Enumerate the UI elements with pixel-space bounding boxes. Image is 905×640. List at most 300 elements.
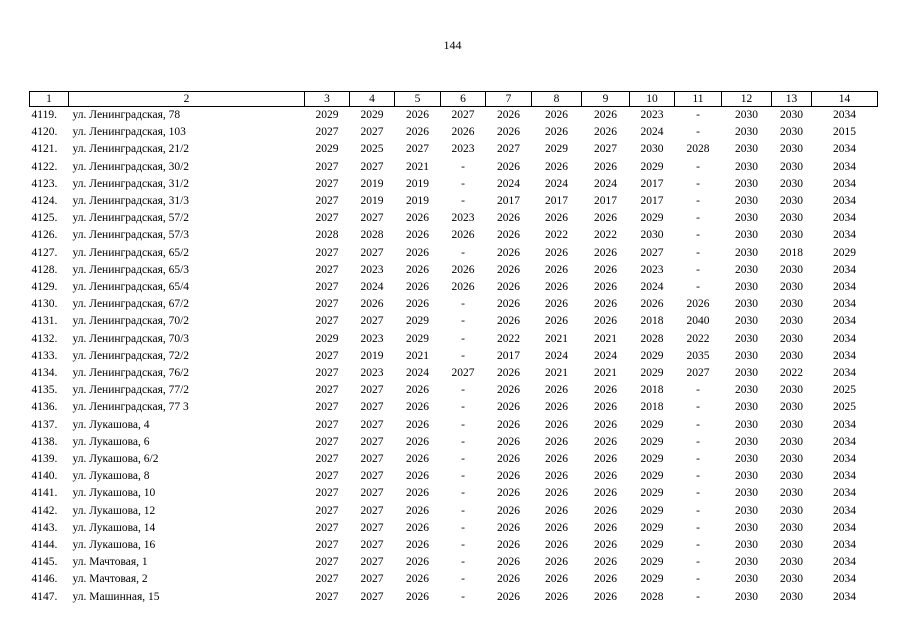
year-cell-col-7: 2022 [497,332,520,345]
year-cell-col-8: 2026 [545,521,568,534]
year-cell-col-6: 2026 [451,263,475,276]
year-cell-col-6: 2026 [451,126,475,139]
year-cell-col-12: 2030 [735,263,758,276]
year-cell-col-7: 2026 [497,263,520,276]
row-number: 4143. [31,521,58,534]
year-cell-col-8: 2026 [545,504,568,517]
year-cell-col-5: 2026 [406,401,429,414]
year-cell-col-10: 2024 [640,281,664,294]
year-cell-col-5: 2026 [406,487,429,500]
year-cell-col-10: 2029 [640,418,664,431]
year-cell-col-10: 2017 [640,177,664,190]
header-cell-9: 9 [582,92,630,107]
table-row [30,451,878,468]
year-cell-col-7: 2026 [497,246,520,259]
year-cell-col-3: 2027 [315,212,339,225]
year-cell-col-7: 2026 [497,212,520,225]
year-cell-col-13: 2018 [780,246,803,259]
header-cell-5: 5 [395,92,441,107]
year-cell-col-9: 2026 [594,126,617,139]
year-cell-col-8: 2026 [545,470,568,483]
year-cell-col-8: 2026 [545,246,568,259]
year-cell-col-10: 2027 [640,246,664,259]
year-cell-col-14: 2034 [833,349,856,362]
row-number: 4144. [31,539,58,552]
header-cell-2: 2 [69,92,305,107]
year-cell-col-8: 2026 [545,160,568,173]
year-cell-col-3: 2027 [315,246,339,259]
year-cell-col-11: - [696,281,700,294]
year-cell-col-10: 2029 [640,453,664,466]
row-number: 4134. [31,367,58,380]
year-cell-col-12: 2030 [735,177,758,190]
year-cell-col-4: 2027 [360,212,384,225]
year-cell-col-6: 2027 [451,367,475,380]
year-cell-col-13: 2030 [780,418,803,431]
year-cell-col-11: - [696,212,700,225]
year-cell-col-12: 2030 [735,453,758,466]
year-cell-col-14: 2034 [833,470,856,483]
year-cell-col-13: 2030 [780,504,803,517]
year-cell-col-3: 2028 [315,229,339,242]
year-cell-col-14: 2034 [833,212,856,225]
year-cell-col-12: 2030 [735,521,758,534]
address-cell: ул. Ленинградская, 78 [72,109,181,121]
address-cell: ул. Лукашова, 8 [72,470,150,483]
year-cell-col-7: 2024 [497,177,520,190]
year-cell-col-4: 2023 [360,263,384,276]
year-cell-col-8: 2029 [545,143,568,156]
year-cell-col-4: 2027 [360,384,384,397]
year-cell-col-14: 2034 [833,143,856,156]
address-cell: ул. Ленинградская, 103 [72,126,186,139]
year-cell-col-3: 2029 [315,332,339,345]
year-cell-col-11: - [696,539,700,552]
year-cell-col-6: - [461,573,465,586]
year-cell-col-10: 2029 [640,539,664,552]
year-cell-col-5: 2026 [406,435,429,448]
year-cell-col-5: 2029 [406,315,429,328]
row-number: 4146. [31,573,58,586]
year-cell-col-4: 2027 [360,246,384,259]
year-cell-col-14: 2034 [833,315,856,328]
year-cell-col-9: 2022 [594,229,617,242]
year-cell-col-6: - [461,332,465,345]
year-cell-col-10: 2030 [640,143,664,156]
year-cell-col-11: 2022 [686,332,710,345]
year-cell-col-6: - [461,195,465,208]
year-cell-col-12: 2030 [735,401,758,414]
year-cell-col-8: 2026 [545,556,568,569]
schedule-table [29,91,878,606]
address-cell: ул. Ленинградская, 77 3 [72,401,189,414]
year-cell-col-11: - [696,109,700,121]
row-number: 4121. [31,143,58,156]
year-cell-col-12: 2030 [735,298,758,311]
table-row [30,417,878,434]
year-cell-col-11: - [696,177,700,190]
year-cell-col-10: 2029 [640,521,664,534]
year-cell-col-5: 2019 [406,195,429,208]
year-cell-col-9: 2021 [594,367,617,380]
year-cell-col-14: 2034 [833,590,856,603]
year-cell-col-14: 2034 [833,418,856,431]
year-cell-col-11: - [696,504,700,517]
year-cell-col-8: 2026 [545,539,568,552]
year-cell-col-5: 2026 [406,470,429,483]
row-number: 4119. [31,109,57,121]
year-cell-col-8: 2026 [545,384,568,397]
row-number: 4139. [31,453,58,466]
address-cell: ул. Машинная, 15 [72,590,160,603]
page-number: 144 [443,38,462,52]
year-cell-col-11: 2035 [686,349,710,362]
year-cell-col-4: 2027 [360,435,384,448]
year-cell-col-7: 2026 [497,435,520,448]
address-cell: ул. Ленинградская, 67/2 [72,298,190,311]
year-cell-col-12: 2030 [735,212,758,225]
year-cell-col-13: 2030 [780,556,803,569]
year-cell-col-6: - [461,160,465,173]
year-cell-col-7: 2026 [497,298,520,311]
year-cell-col-4: 2027 [360,470,384,483]
year-cell-col-12: 2030 [735,487,758,500]
year-cell-col-10: 2024 [640,126,664,139]
year-cell-col-11: 2028 [686,143,710,156]
year-cell-col-8: 2026 [545,281,568,294]
year-cell-col-6: - [461,487,465,500]
address-cell: ул. Ленинградская, 30/2 [72,160,190,173]
year-cell-col-4: 2028 [360,229,384,242]
year-cell-col-8: 2026 [545,401,568,414]
year-cell-col-14: 2025 [833,401,856,414]
year-cell-col-14: 2025 [833,384,856,397]
row-number: 4136. [31,401,58,414]
table-row [30,348,878,365]
year-cell-col-4: 2019 [360,349,384,362]
year-cell-col-8: 2026 [545,126,568,139]
year-cell-col-11: - [696,487,700,500]
year-cell-col-13: 2030 [780,263,803,276]
year-cell-col-7: 2026 [497,573,520,586]
address-cell: ул. Ленинградская, 65/2 [72,246,190,259]
year-cell-col-5: 2026 [406,246,429,259]
year-cell-col-6: - [461,349,465,362]
year-cell-col-11: - [696,246,700,259]
year-cell-col-12: 2030 [735,470,758,483]
row-number: 4135. [31,384,58,397]
year-cell-col-8: 2026 [545,435,568,448]
table-row [30,159,878,176]
year-cell-col-6: - [461,315,465,328]
year-cell-col-13: 2030 [780,453,803,466]
year-cell-col-12: 2030 [735,109,758,121]
year-cell-col-11: - [696,435,700,448]
address-cell: ул. Ленинградская, 31/3 [72,195,190,208]
year-cell-col-9: 2027 [594,143,617,156]
year-cell-col-7: 2026 [497,470,520,483]
year-cell-col-6: - [461,384,465,397]
year-cell-col-10: 2023 [640,263,664,276]
table-row [30,245,878,262]
address-cell: ул. Лукашова, 6 [72,435,150,448]
year-cell-col-14: 2034 [833,573,856,586]
year-cell-col-14: 2034 [833,332,856,345]
year-cell-col-4: 2027 [360,504,384,517]
year-cell-col-7: 2026 [497,367,520,380]
year-cell-col-14: 2015 [833,126,856,139]
year-cell-col-7: 2026 [497,229,520,242]
year-cell-col-5: 2026 [406,263,429,276]
year-cell-col-9: 2026 [594,470,617,483]
year-cell-col-13: 2030 [780,177,803,190]
table-row [30,313,878,330]
table-row [30,262,878,279]
row-number: 4120. [31,126,58,139]
header-row [30,92,878,107]
year-cell-col-6: 2026 [451,281,475,294]
year-cell-col-3: 2027 [315,418,339,431]
year-cell-col-4: 2027 [360,573,384,586]
year-cell-col-6: - [461,556,465,569]
year-cell-col-7: 2026 [497,160,520,173]
header-cell-13: 13 [772,92,812,107]
address-cell: ул. Лукашова, 14 [72,521,156,534]
year-cell-col-13: 2030 [780,470,803,483]
year-cell-col-3: 2027 [315,521,339,534]
year-cell-col-13: 2022 [780,367,803,380]
year-cell-col-12: 2030 [735,367,758,380]
year-cell-col-7: 2026 [497,590,520,603]
year-cell-col-11: - [696,470,700,483]
address-cell: ул. Лукашова, 16 [72,539,156,552]
year-cell-col-6: - [461,504,465,517]
row-number: 4123. [31,177,58,190]
year-cell-col-10: 2029 [640,367,664,380]
year-cell-col-11: - [696,160,700,173]
year-cell-col-8: 2026 [545,590,568,603]
year-cell-col-4: 2019 [360,177,384,190]
year-cell-col-11: - [696,195,700,208]
header-cell-6: 6 [441,92,486,107]
year-cell-col-4: 2027 [360,401,384,414]
year-cell-col-13: 2030 [780,487,803,500]
year-cell-col-14: 2034 [833,556,856,569]
year-cell-col-5: 2021 [406,349,429,362]
year-cell-col-10: 2029 [640,435,664,448]
year-cell-col-14: 2034 [833,109,856,121]
year-cell-col-3: 2027 [315,470,339,483]
table-row [30,589,878,606]
year-cell-col-5: 2026 [406,418,429,431]
year-cell-col-3: 2027 [315,177,339,190]
year-cell-col-5: 2026 [406,212,429,225]
row-number: 4138. [31,435,58,448]
row-number: 4141. [31,487,58,500]
year-cell-col-13: 2030 [780,521,803,534]
year-cell-col-6: - [461,521,465,534]
year-cell-col-14: 2034 [833,487,856,500]
year-cell-col-9: 2024 [594,177,617,190]
year-cell-col-14: 2034 [833,298,856,311]
year-cell-col-14: 2034 [833,281,856,294]
year-cell-col-5: 2026 [406,521,429,534]
header-cell-8: 8 [532,92,582,107]
year-cell-col-14: 2034 [833,160,856,173]
year-cell-col-3: 2029 [315,109,339,121]
year-cell-col-9: 2026 [594,556,617,569]
row-number: 4126. [31,229,58,242]
year-cell-col-3: 2027 [315,281,339,294]
year-cell-col-3: 2027 [315,126,339,139]
year-cell-col-13: 2030 [780,539,803,552]
year-cell-col-13: 2030 [780,143,803,156]
year-cell-col-3: 2027 [315,590,339,603]
year-cell-col-11: - [696,573,700,586]
year-cell-col-7: 2026 [497,453,520,466]
table-header [30,92,878,107]
year-cell-col-3: 2027 [315,315,339,328]
header-cell-3: 3 [305,92,350,107]
year-cell-col-4: 2027 [360,539,384,552]
row-number: 4131. [31,315,58,328]
year-cell-col-6: - [461,177,465,190]
year-cell-col-4: 2027 [360,453,384,466]
address-cell: ул. Ленинградская, 77/2 [72,384,190,397]
table-row [30,365,878,382]
year-cell-col-12: 2030 [735,246,758,259]
row-number: 4132. [31,332,58,345]
year-cell-col-12: 2030 [735,384,758,397]
year-cell-col-5: 2026 [406,539,429,552]
address-cell: ул. Ленинградская, 57/2 [72,212,190,225]
year-cell-col-5: 2024 [406,367,429,380]
year-cell-col-4: 2027 [360,160,384,173]
year-cell-col-5: 2026 [406,573,429,586]
year-cell-col-13: 2030 [780,126,803,139]
row-number: 4122. [31,160,58,173]
year-cell-col-7: 2026 [497,487,520,500]
year-cell-col-10: 2029 [640,556,664,569]
year-cell-col-12: 2030 [735,281,758,294]
year-cell-col-5: 2026 [406,109,429,121]
table-row [30,176,878,193]
table-row [30,296,878,313]
year-cell-col-3: 2027 [315,573,339,586]
year-cell-col-12: 2030 [735,573,758,586]
year-cell-col-3: 2027 [315,349,339,362]
year-cell-col-13: 2030 [780,435,803,448]
year-cell-col-12: 2030 [735,126,758,139]
year-cell-col-13: 2030 [780,298,803,311]
table-row [30,193,878,210]
year-cell-col-9: 2026 [594,418,617,431]
year-cell-col-8: 2022 [545,229,568,242]
year-cell-col-4: 2027 [360,418,384,431]
year-cell-col-5: 2026 [406,298,429,311]
year-cell-col-9: 2026 [594,160,617,173]
year-cell-col-10: 2029 [640,504,664,517]
year-cell-col-7: 2026 [497,401,520,414]
year-cell-col-11: 2027 [686,367,710,380]
year-cell-col-13: 2030 [780,109,803,121]
year-cell-col-4: 2026 [360,298,384,311]
address-cell: ул. Лукашова, 12 [72,504,156,517]
year-cell-col-6: - [461,298,465,311]
year-cell-col-14: 2034 [833,263,856,276]
year-cell-col-9: 2026 [594,401,617,414]
year-cell-col-10: 2029 [640,160,664,173]
year-cell-col-5: 2026 [406,504,429,517]
year-cell-col-7: 2026 [497,521,520,534]
year-cell-col-7: 2026 [497,315,520,328]
row-number: 4142. [31,504,58,517]
address-cell: ул. Мачтовая, 2 [72,573,148,586]
year-cell-col-4: 2029 [360,109,384,121]
year-cell-col-9: 2026 [594,539,617,552]
year-cell-col-5: 2026 [406,384,429,397]
year-cell-col-13: 2030 [780,315,803,328]
year-cell-col-10: 2018 [640,401,664,414]
year-cell-col-8: 2021 [545,367,568,380]
year-cell-col-5: 2026 [406,453,429,466]
row-number: 4137. [31,418,58,431]
year-cell-col-6: - [461,539,465,552]
year-cell-col-9: 2026 [594,281,617,294]
year-cell-col-10: 2029 [640,470,664,483]
year-cell-col-9: 2021 [594,332,617,345]
address-cell: ул. Лукашова, 10 [72,487,156,500]
year-cell-col-13: 2030 [780,212,803,225]
year-cell-col-8: 2026 [545,418,568,431]
year-cell-col-13: 2030 [780,332,803,345]
year-cell-col-12: 2030 [735,418,758,431]
year-cell-col-8: 2026 [545,315,568,328]
year-cell-col-7: 2026 [497,539,520,552]
table-row [30,468,878,485]
year-cell-col-4: 2025 [360,143,384,156]
year-cell-col-12: 2030 [735,504,758,517]
year-cell-col-4: 2023 [360,332,384,345]
table-row [30,503,878,520]
table-row [30,399,878,416]
year-cell-col-8: 2017 [545,195,568,208]
year-cell-col-9: 2026 [594,384,617,397]
table-row [30,537,878,554]
address-cell: ул. Ленинградская, 57/3 [72,229,190,242]
year-cell-col-9: 2026 [594,212,617,225]
year-cell-col-7: 2026 [497,384,520,397]
year-cell-col-8: 2026 [545,573,568,586]
year-cell-col-4: 2027 [360,487,384,500]
table-row [30,571,878,588]
table-row [30,331,878,348]
address-cell: ул. Ленинградская, 65/3 [72,263,190,276]
header-cell-10: 10 [630,92,675,107]
year-cell-col-13: 2030 [780,195,803,208]
year-cell-col-14: 2029 [833,246,856,259]
year-cell-col-13: 2030 [780,573,803,586]
address-cell: ул. Лукашова, 6/2 [72,453,159,466]
year-cell-col-10: 2023 [640,109,664,121]
year-cell-col-3: 2027 [315,195,339,208]
year-cell-col-13: 2030 [780,281,803,294]
table-row [30,227,878,244]
year-cell-col-5: 2029 [406,332,429,345]
year-cell-col-6: - [461,418,465,431]
year-cell-col-9: 2026 [594,315,617,328]
year-cell-col-12: 2030 [735,315,758,328]
